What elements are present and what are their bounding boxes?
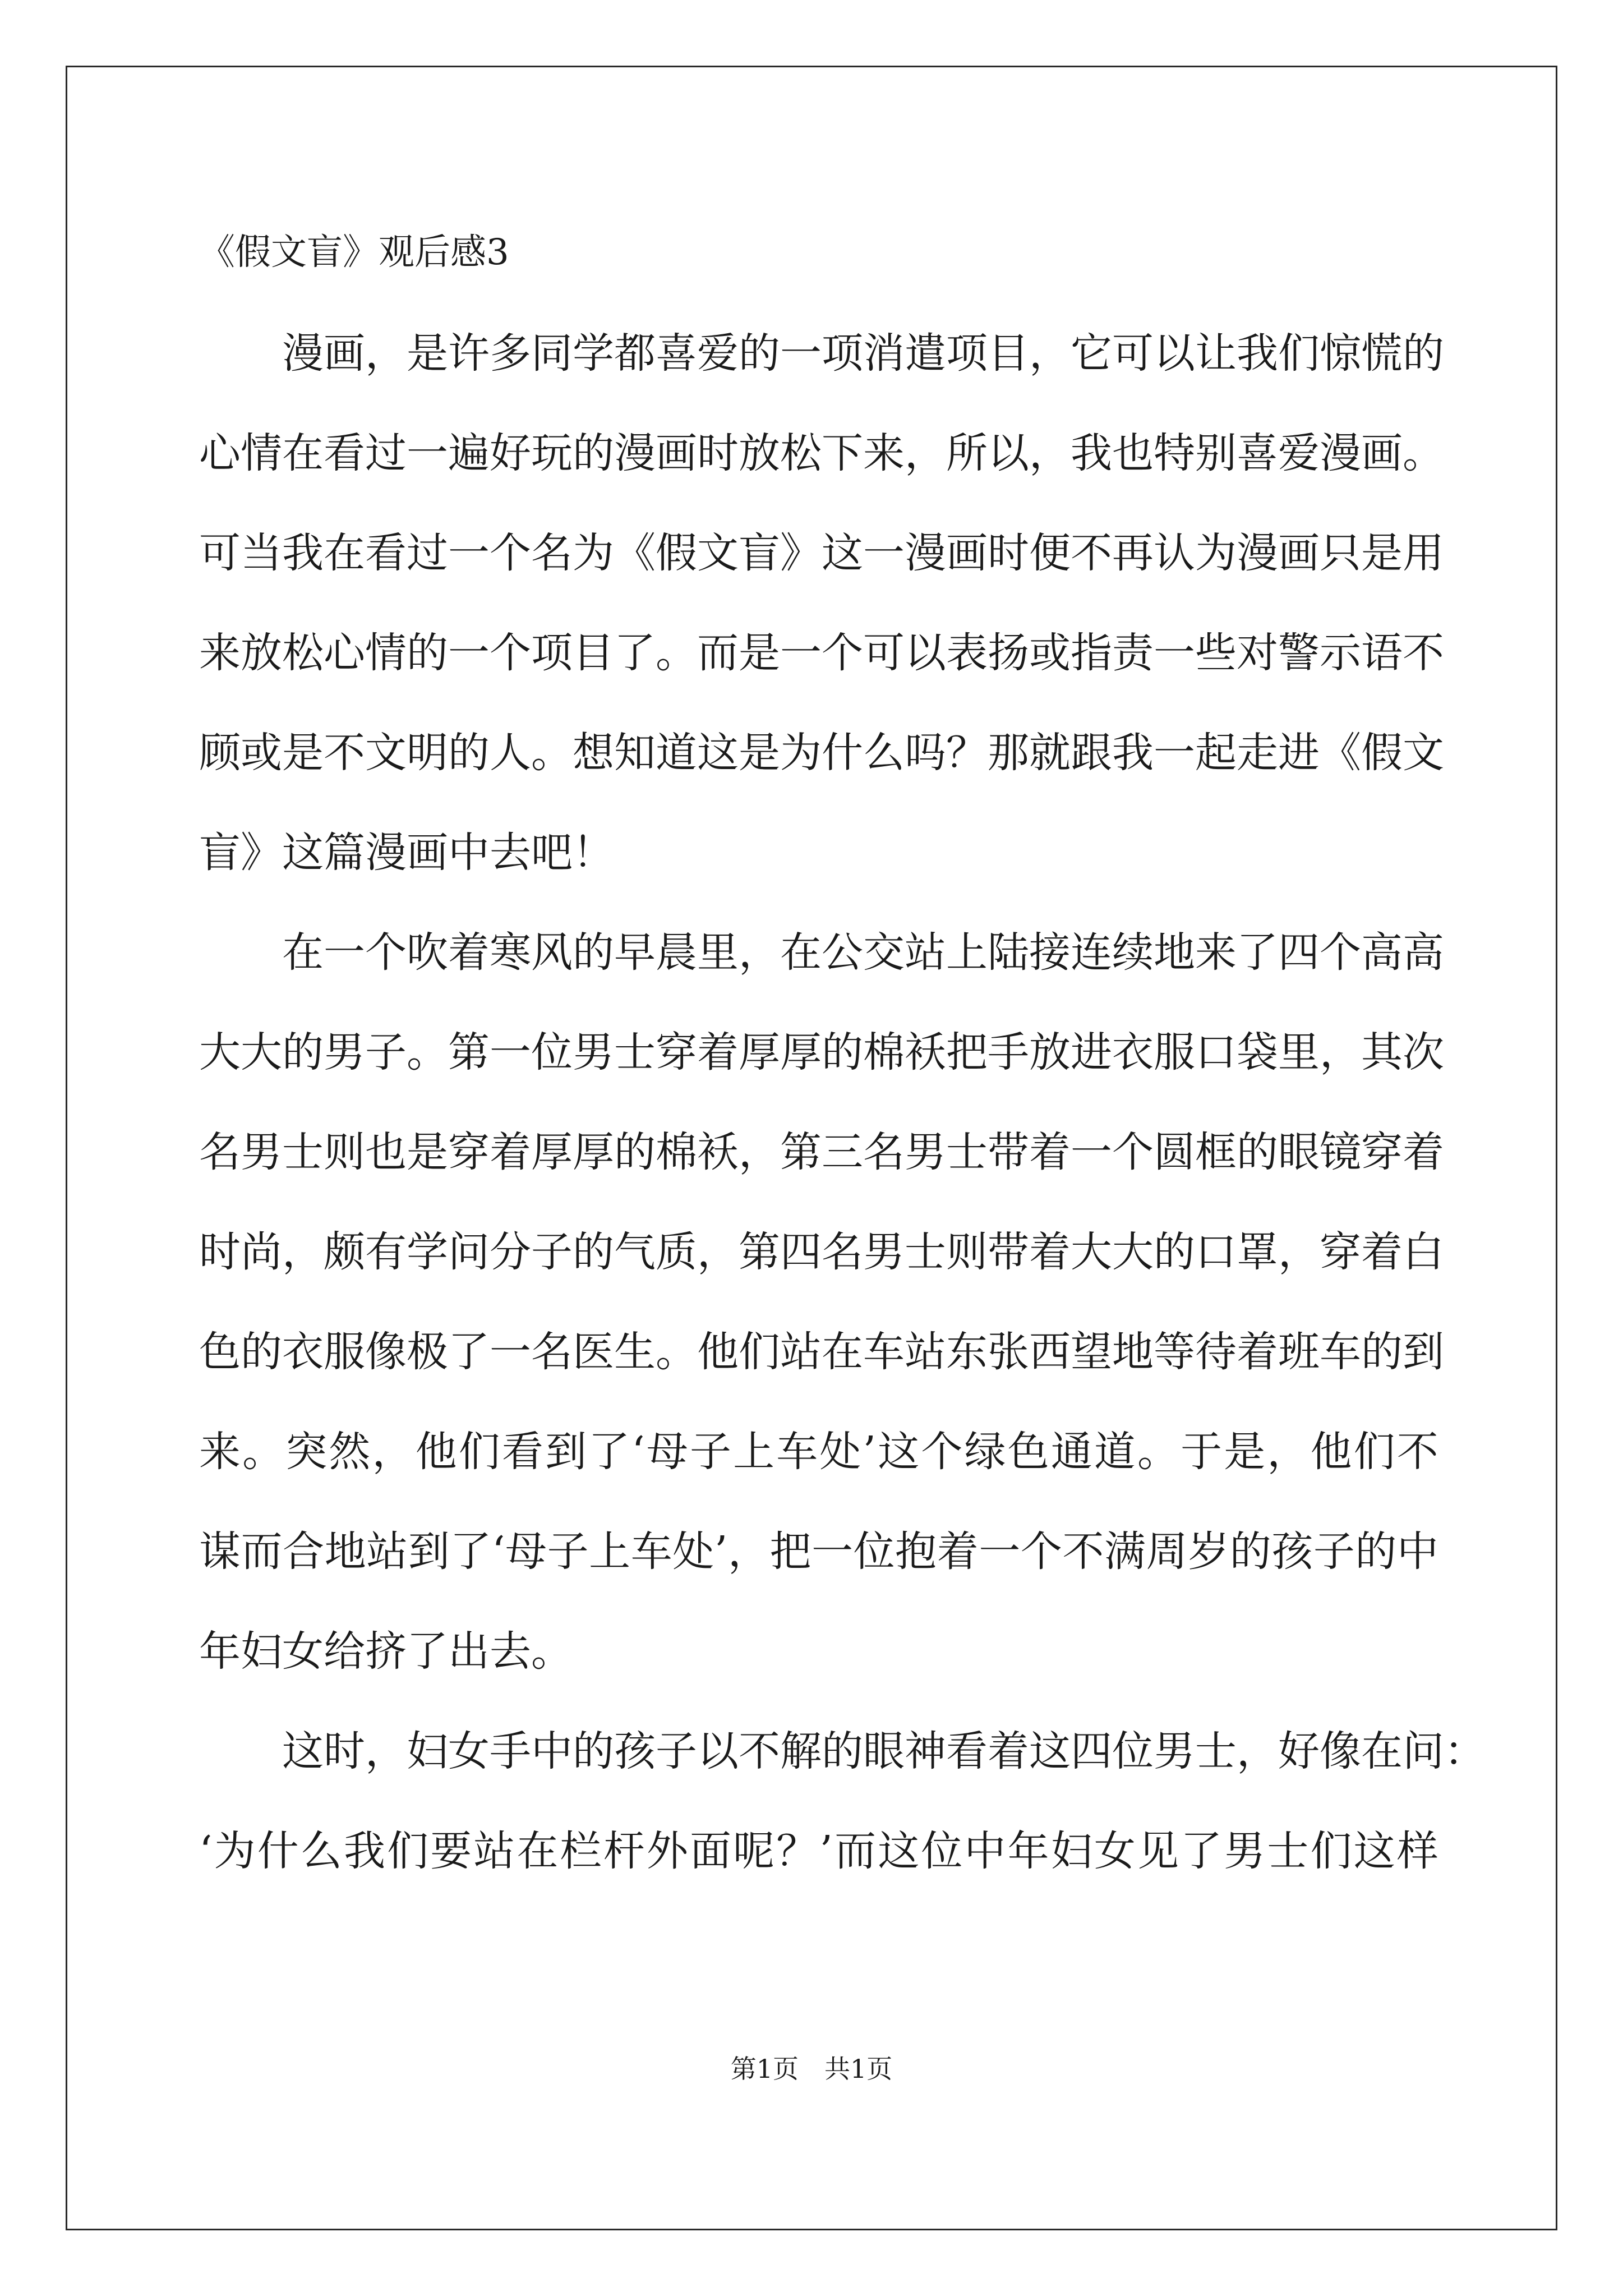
page-footer: 第1页 共1页 [730,2054,893,2084]
document-title: 《假文盲》观后感3 [199,232,509,273]
text-line: 来 放 松 心 情 的 一 个 项 目 了 。 而 是 一 个 可 以 表 扬 或 指 责 一 些 对 警 示 语 不 [199,629,1444,677]
text-line: 盲 》 这 篇 漫 画 中 去 吧 ！ [199,829,614,877]
text-line: ‘ 为 什 么 我 们 要 站 在 栏 杆 外 面 呢 ？ ’ 而 这 位 中 年 妇 女 见 了 男 士 们 这 样 [199,1827,1438,1875]
text-line: 心 情 在 看 过 一 遍 好 玩 的 漫 画 时 放 松 下 来 ， 所 以 ， 我 也 特 别 喜 爱 漫 画 。 [199,429,1444,477]
text-line: 年 妇 女 给 挤 了 出 去 。 [199,1627,573,1676]
text-line: 漫 画 ， 是 许 多 同 学 都 喜 爱 的 一 项 消 遣 项 目 ， 它 可 以 让 我 们 惊 慌 的 [282,329,1444,378]
text-line: 大 大 的 男 子 。 第 一 位 男 士 穿 着 厚 厚 的 棉 袄 把 手 放 进 衣 服 口 袋 里 ， 其 次 [199,1028,1444,1076]
text-line: 顾 或 是 不 文 明 的 人 。 想 知 道 这 是 为 什 么 吗 ？ 那 就 跟 我 一 起 走 进 《 假 文 [199,729,1444,777]
text-line: 时 尚 ， 颇 有 学 问 分 子 的 气 质 ， 第 四 名 男 士 则 带 着 大 大 的 口 罩 ， 穿 着 白 [199,1228,1444,1276]
text-line: 这 时 ， 妇 女 手 中 的 孩 子 以 不 解 的 眼 神 看 着 这 四 位 男 士 ， 好 像 在 问 ： [282,1727,1486,1775]
text-line: 可 当 我 在 看 过 一 个 名 为 《 假 文 盲 》 这 一 漫 画 时 便 不 再 认 为 漫 画 只 是 用 [199,529,1444,577]
text-line: 名 男 士 则 也 是 穿 着 厚 厚 的 棉 袄 ， 第 三 名 男 士 带 着 一 个 圆 框 的 眼 镜 穿 着 [199,1128,1444,1176]
text-line: 谋 而 合 地 站 到 了 ‘ 母 子 上 车 处 ’ ， 把 一 位 抱 着 一 个 不 满 周 岁 的 孩 子 的 中 [199,1527,1438,1576]
text-line: 在 一 个 吹 着 寒 风 的 早 晨 里 ， 在 公 交 站 上 陆 接 连 续 地 来 了 四 个 高 高 [282,928,1444,977]
text-line: 色 的 衣 服 像 极 了 一 名 医 生 。 他 们 站 在 车 站 东 张 西 望 地 等 待 着 班 车 的 到 [199,1328,1444,1376]
text-line: 来 。 突 然 ， 他 们 看 到 了 ‘ 母 子 上 车 处 ’ 这 个 绿 色 通 道 。 于 是 ， 他 们 不 [199,1428,1438,1476]
